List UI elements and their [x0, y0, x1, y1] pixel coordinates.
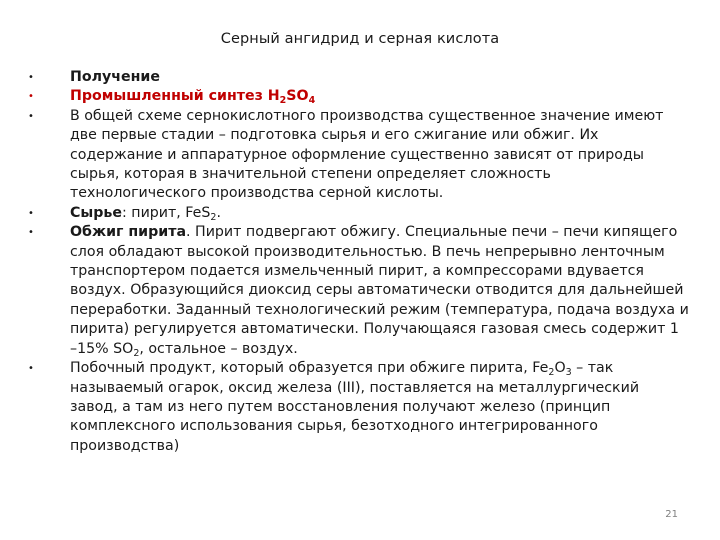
list-item-heading: Обжиг пирита [70, 224, 187, 241]
list-item-text: . [216, 204, 221, 221]
list-item-text: . Пирит подвергают обжигу. Специальные печи – печи кипящего слоя обладают высокой производительностью. В печь непрерывно ленточным транспортером подается измельченный пирит, а компрессорами вдувается воздух. Образующийся диоксид серы автоматически отводится для дальнейшей переработки. Заданный технологический режим (температура, подача воздуха и пирита) регулируется автоматически. Получающаяся газовая смесь содержит 1 –15% SO [70, 224, 689, 357]
subscript: 3 [565, 367, 572, 379]
list-item-heading [70, 88, 316, 107]
list-item-text: В общей схеме сернокислотного производства существенное значение имеют две первые стадии – подготовка сырья и его сжигание или обжиг. Их содержание и аппаратурное оформление существенно зависят от природы сырья, которая в значительной степени определяет сложность технологического производства серной кислоты. [70, 107, 664, 202]
heading-text: SO [286, 88, 309, 105]
subscript: 2 [210, 211, 217, 223]
list-item-text: O [554, 360, 566, 377]
list-item-text: – так называемый огарок, оксид железа (III), поставляется на металлургический завод, а там из него путем восстановления получают железо (принцип комплексного использования сырья, безотходного интегрированного производства) [70, 360, 640, 454]
list-item [28, 107, 690, 204]
bullet-icon: • [28, 363, 34, 375]
list-item-text: , остальное – воздух. [139, 340, 298, 357]
bullet-icon: • [28, 110, 34, 122]
list-item-text: : пирит, FeS [122, 204, 211, 221]
bullet-icon: • [28, 207, 34, 219]
list-item [28, 204, 690, 223]
bullet-icon: • [28, 91, 34, 103]
list-item [28, 68, 690, 87]
slide-title: Серный ангидрид и серная кислота [220, 31, 500, 47]
subscript: 2 [279, 95, 287, 107]
list-item-heading: Сырье [70, 204, 122, 221]
subscript: 2 [133, 347, 140, 359]
list-item [28, 359, 690, 456]
bullet-list [28, 68, 690, 456]
list-item [28, 87, 690, 106]
list-item [28, 223, 690, 359]
list-item-heading: Получение [70, 69, 160, 85]
page-number: 21 [665, 509, 678, 520]
list-item-text: Побочный продукт, который образуется при обжиге пирита, Fe [70, 360, 549, 377]
bullet-icon: • [28, 72, 34, 83]
subscript: 4 [308, 95, 316, 107]
subscript: 2 [548, 367, 555, 379]
heading-text: Промышленный синтез H [70, 88, 280, 105]
bullet-icon: • [28, 227, 34, 239]
